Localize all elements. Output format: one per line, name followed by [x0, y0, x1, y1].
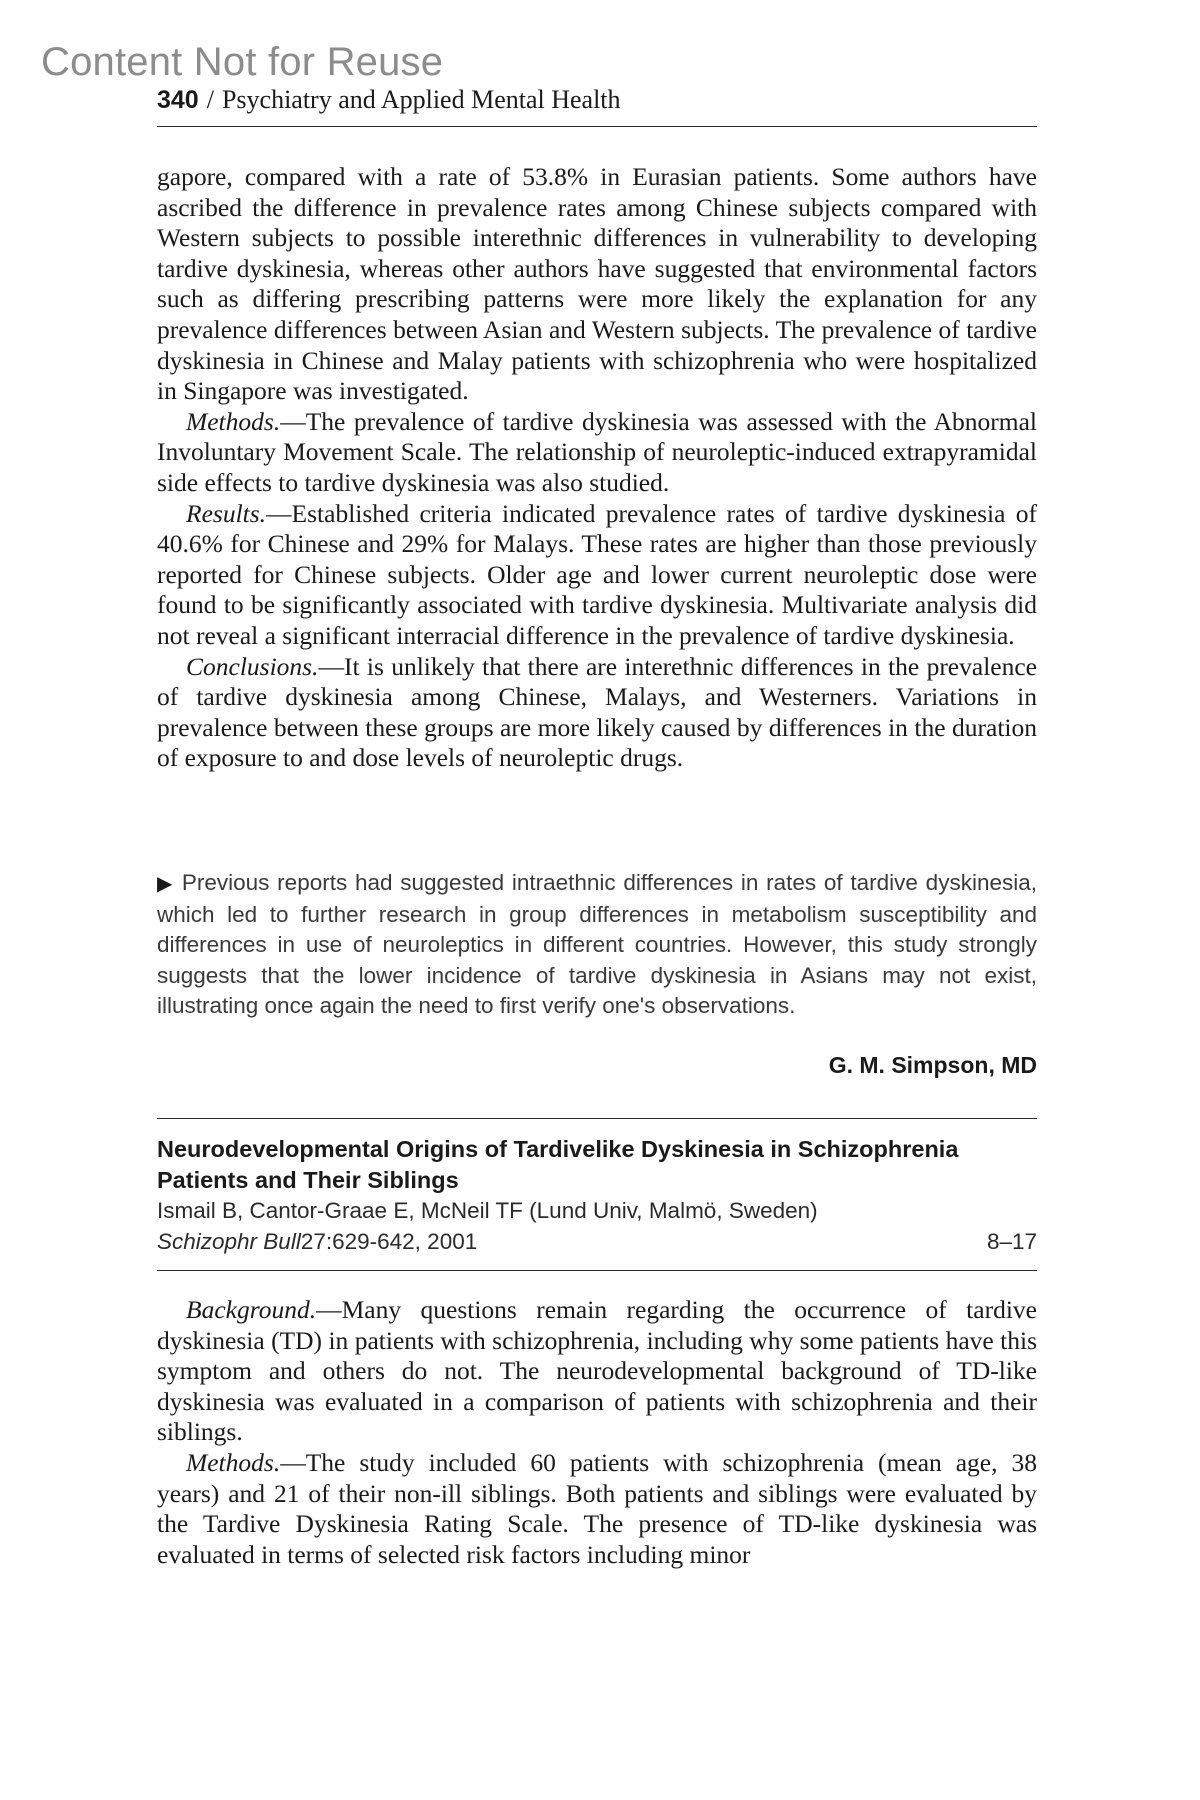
- results-text: —Established criteria indicated prevalence rates of tardive dyskinesia of 40.6% for Chinese and 29% for Malays. These rates are higher than those previously reported for Chinese subjects. Older age and lower current neuroleptic dose were found to be significantly associated with tardive dyskinesia. Multivariate analysis did not reveal a significant interracial difference in the prevalence of tardive dyskinesia.: [157, 498, 1037, 650]
- abstract-1-intro-paragraph: gapore, compared with a rate of 53.8% in Eurasian patients. Some authors have ascribed the difference in prevalence rates among Chinese subjects compared with Western subjects to possible interethnic differences in vulnerability to developing tardive dyskinesia, whereas other authors have suggested that environmental factors such as differing prescribing patterns were more likely the explanation for any prevalence differences between Asian and Western subjects. The prevalence of tardive dyskinesia in Chinese and Malay patients with schizophrenia who were hospitalized in Singapore was investigated.: [157, 162, 1037, 406]
- running-head: [157, 84, 1037, 116]
- article-authors: Ismail B, Cantor-Graae E, McNeil TF (Lund Univ, Malmö, Sweden): [157, 1198, 818, 1223]
- results-label: Results.: [186, 498, 267, 528]
- article-title: Neurodevelopmental Origins of Tardivelike Dyskinesia in Schizophrenia Patients and Their Siblings: [157, 1136, 959, 1193]
- abstract-1-methods-paragraph: [157, 407, 1037, 499]
- journal-name: Schizophr Bull: [157, 1229, 301, 1254]
- abstract-1-conclusions-paragraph: [157, 652, 1037, 774]
- background-text: —Many questions remain regarding the occurrence of tardive dyskinesia (TD) in patients with schizophrenia, including why some patients have this symptom and others do not. The neurodevelopmental background of TD-like dyskinesia was evaluated in a comparison of patients with schizophrenia and their siblings.: [157, 1295, 1037, 1447]
- methods-text: —The prevalence of tardive dyskinesia was assessed with the Abnormal Involuntary Movement Scale. The relationship of neuroleptic-induced extrapyramidal side effects to tardive dyskinesia was also studied.: [157, 406, 1037, 497]
- abstract-2: [157, 1295, 1037, 1570]
- citation-details: 27:629-642, 2001: [300, 1229, 478, 1254]
- triangle-right-icon: ▶: [157, 873, 174, 895]
- editor-commentary: [157, 868, 1037, 1022]
- abstract-1-results-paragraph: [157, 499, 1037, 652]
- page-number: 340: [157, 86, 199, 114]
- commentary-signature: G. M. Simpson, MD: [828, 1052, 1037, 1078]
- header-rule: [157, 126, 1037, 127]
- abstract-2-background-paragraph: [157, 1295, 1037, 1448]
- conclusions-label: Conclusions.: [186, 651, 319, 681]
- methods-text-2: —The study included 60 patients with schizophrenia (mean age, 38 years) and 21 of their non-ill siblings. Both patients and siblings were evaluated by the Tardive Dyskinesia Rating Scale. The presence of TD-like dyskinesia was evaluated in terms of selected risk factors including minor: [157, 1447, 1037, 1569]
- methods-label-2: Methods.: [186, 1447, 281, 1477]
- background-label: Background.: [186, 1295, 317, 1324]
- running-head-separator: /: [206, 85, 214, 114]
- article-top-rule: [157, 1118, 1037, 1119]
- article-citation: [157, 1227, 1037, 1257]
- watermark-text: Content Not for Reuse: [41, 40, 444, 84]
- abstract-1: [157, 162, 1037, 774]
- running-head-section: Psychiatry and Applied Mental Health: [221, 85, 621, 114]
- article-bottom-rule: [157, 1270, 1037, 1271]
- conclusions-text: —It is unlikely that there are interethnic differences in the prevalence of tardive dyskinesia among Chinese, Malays, and Westerners. Variations in prevalence between these groups are more likely caused by differences in the duration of exposure to and dose levels of neuroleptic drugs.: [157, 651, 1037, 773]
- methods-label: Methods.: [186, 406, 281, 436]
- article-code: 8–17: [986, 1229, 1037, 1254]
- commentary-text: Previous reports had suggested intraethnic differences in rates of tardive dyskinesia, which led to further research in group differences in metabolism susceptibility and differences in use of neuroleptics in different countries. However, this study strongly suggests that the lower incidence of tardive dyskinesia in Asians may not exist, illustrating once again the need to first verify one's observations.: [157, 870, 1037, 1018]
- citation-source: [157, 1227, 477, 1257]
- abstract-2-methods-paragraph: [157, 1448, 1037, 1570]
